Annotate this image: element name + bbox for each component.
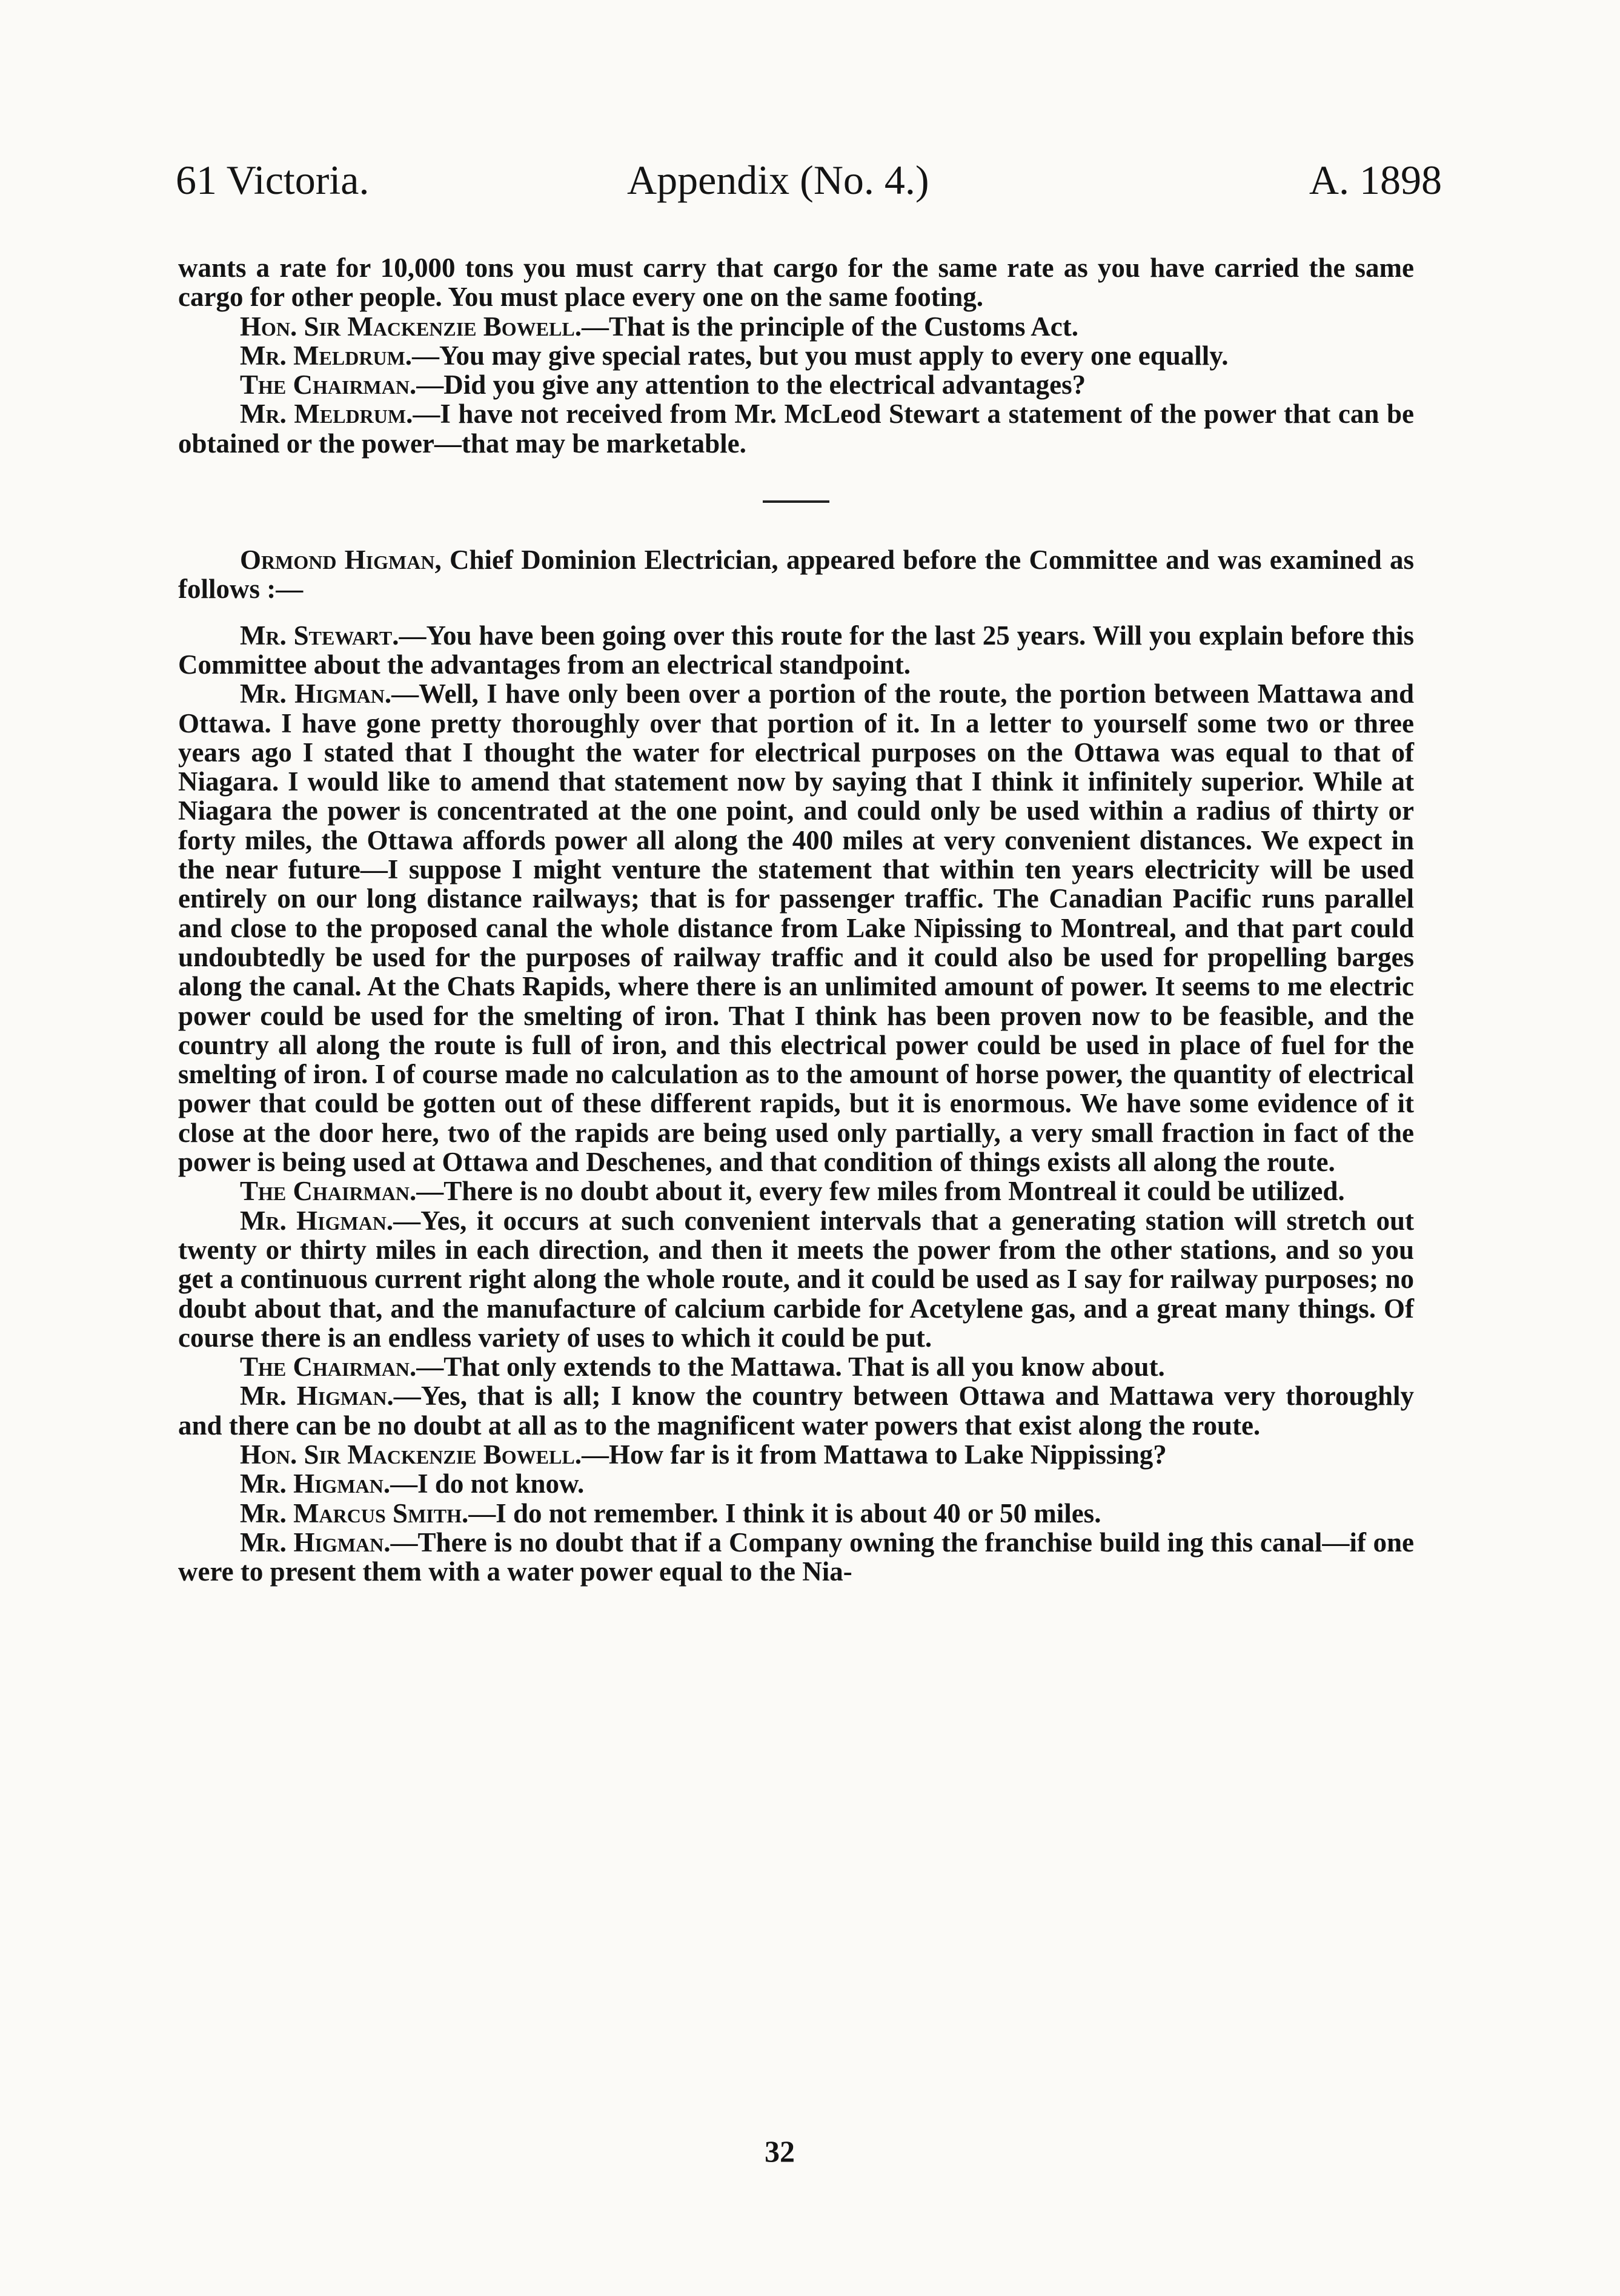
speaker-name: Mr. Marcus Smith.: [240, 1498, 469, 1528]
testimony-paragraph: [178, 399, 1414, 458]
speaker-name: Mr. Higman.: [240, 1381, 394, 1412]
testimony-paragraph: [178, 1381, 1414, 1440]
speaker-name: The Chairman.: [240, 1176, 417, 1207]
witness-name: Ormond Higman: [240, 545, 435, 576]
speaker-name: The Chairman.: [240, 1352, 417, 1382]
speaker-name: Mr. Meldrum.: [240, 399, 413, 430]
speech-text: —That only extends to the Mattawa. That is all you know about.: [416, 1352, 1165, 1382]
running-header: [176, 156, 1442, 205]
testimony-paragraph: [178, 1469, 1414, 1498]
speech-text: —Yes, that is all; I know the country between Ottawa and Mattawa very thoroughly and there can be no doubt at all as to the magnificent water powers that exist along the route.: [178, 1381, 1414, 1441]
speech-text: —There is no doubt about it, every few miles from Montreal it could be utilized.: [416, 1176, 1345, 1207]
speech-text: —I have not received from Mr. McLeod Stewart a statement of the power that can be obtained or the power—that may be marketable.: [178, 399, 1414, 459]
page-body: [178, 253, 1414, 1586]
speech-text: —I do not know.: [390, 1468, 585, 1499]
speech-text: —I do not remember. I think it is about 40 or 50 miles.: [468, 1498, 1101, 1528]
testimony-paragraph: [178, 1440, 1414, 1469]
speech-text: —That is the principle of the Customs Act.: [581, 311, 1078, 342]
section-divider: [763, 500, 829, 503]
speaker-name: Hon. Sir Mackenzie Bowell.: [240, 1439, 582, 1470]
speech-text: —You have been going over this route for the last 25 years. Will you explain before this Committee about the advantages from an electrical standpoint.: [178, 620, 1415, 680]
testimony-paragraph: [178, 1352, 1414, 1381]
testimony-paragraph: [178, 312, 1414, 341]
header-session: 61 Victoria.: [176, 157, 370, 203]
speaker-name: Mr. Higman.: [240, 1205, 394, 1236]
testimony-paragraph: [178, 1528, 1414, 1587]
witness-intro-text: , Chief Dominion Electrician, appeared before the Committee and was examined as follows :—: [178, 545, 1414, 605]
testimony-paragraph: [178, 621, 1414, 680]
testimony-paragraph: [178, 341, 1414, 370]
continuation-paragraph: wants a rate for 10,000 tons you must carry that cargo for the same rate as you have carried the same cargo for other people. You must place every one on the same footing.: [178, 253, 1414, 313]
speech-text: —Well, I have only been over a portion of the route, the portion between Mattawa and Ottawa. I have gone pretty thoroughly over that portion of it. In a letter to yourself some two or three years ago I stated that I thought the water for electrical purposes on the Ottawa was equal to that of Niagara. I would like to amend that statement now by saying that I think it infinitely superior. While at Niagara the power is concentrated at the one point, and could only be used within a radius of thirty or forty miles, the Ottawa affords power all along the 400 miles at very convenient distances. We expect in the near future—I suppose I might venture the statement that within ten years electricity will be used entirely on our long distance railways; that is for passenger traffic. The Canadian Pacific runs parallel and close to the proposed canal the whole distance from Lake Nipissing to Montreal, and that part could undoubtedly be used for the purposes of railway traffic and it could also be used for propelling barges along the canal. At the Chats Rapids, where there is an unlimited amount of power. It seems to me electric power could be used for the smelting of iron. That I think has been proven now to be feasible, and the country all along the route is full of iron, and this electrical power could be used in place of fuel for the smelting of iron. I of course made no calculation as to the amount of horse power, the quantity of electrical power that could be gotten out of these different rapids, but it is enormous. We have some evidence of it close at the door here, two of the rapids are being used only partially, a very small fraction in fact of the power is being used at Ottawa and Deschenes, and that condition of things exists all along the route.: [178, 679, 1414, 1178]
speech-text: —You may give special rates, but you must apply to every one equally.: [412, 340, 1229, 371]
testimony-paragraph: [178, 1499, 1414, 1528]
speaker-name: Mr. Higman.: [240, 1468, 391, 1499]
testimony-paragraph: [178, 1176, 1414, 1206]
speaker-name: Mr. Stewart.: [240, 620, 399, 651]
speech-text: —Did you give any attention to the electrical advantages?: [416, 370, 1086, 400]
speaker-name: The Chairman.: [240, 370, 417, 400]
speaker-name: Mr. Higman.: [240, 679, 392, 709]
page-number: 32: [765, 2134, 795, 2168]
speaker-name: Mr. Higman.: [240, 1527, 391, 1558]
header-year: A. 1898: [1309, 157, 1442, 203]
testimony-paragraph: [178, 1206, 1414, 1352]
speech-text: —There is no doubt that if a Company owning the franchise build ing this canal—if one were to present them with a water power equal to the Nia-: [178, 1527, 1415, 1587]
header-appendix: Appendix (No. 4.): [627, 157, 929, 203]
testimony-paragraph: [178, 370, 1414, 399]
speech-text: —Yes, it occurs at such convenient intervals that a generating station will stretch out twenty or thirty miles in each direction, and then it meets the power from the other stations, and so you get a continuous current right along the whole route, and it could be used as I say for railway purposes; no doubt about that, and the manufacture of calcium carbide for Acetylene gas, and a great many things. Of course there is an endless variety of uses to which it could be put.: [178, 1205, 1414, 1353]
speech-text: —How far is it from Mattawa to Lake Nippissing?: [581, 1439, 1167, 1470]
witness-intro: [178, 545, 1414, 604]
witness-section: [178, 545, 1414, 1586]
speaker-name: Mr. Meldrum.: [240, 340, 413, 371]
speaker-name: Hon. Sir Mackenzie Bowell.: [240, 311, 582, 342]
testimony-paragraph: [178, 679, 1414, 1176]
